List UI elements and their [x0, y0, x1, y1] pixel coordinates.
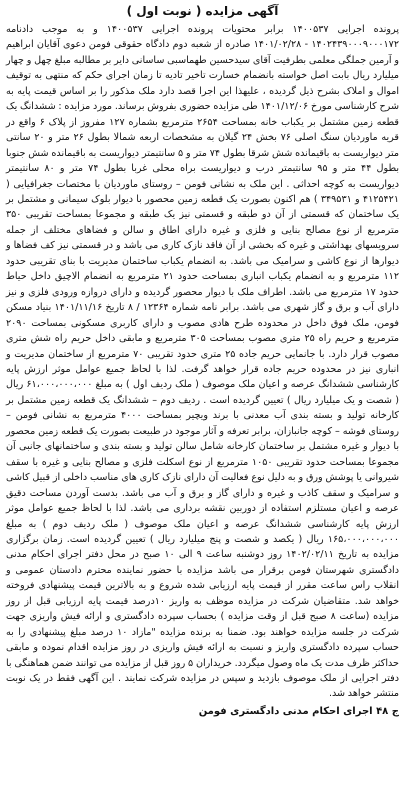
- notice-body: پرونده اجرایی ۱۴۰۰۵۳۷ برابر محتویات پرونده اجرایی ۱۴۰۰۵۳۷ و به موجب دادنامه ۱۴۰۲۴۳۹۰۰۰۹۰۰۰۱۷۲ - ۱۴۰۱/۰۲/۲۸ صادره از شعبه دوم دادگاه حقوقی فومن دعوی آقایان ابراهیم و آرمین جملگی معلمی بطرفیت آقای سیدحسین طهماسبی ساسانی دایر بر مطالبه مبلغ چهل و چهار میلیارد ریال بابت اصل خواسته بانضمام خسارت تاخیر تادیه تا زمان اجرای حکم که منتهی به توقیف اموال و املاک بشرح ذیل گردیده ، علیهذا این اجرا قصد دارد ملک مذکور را بر اساس قیمت پایه به شرح کارشناسی مورخ ۱۴۰۱/۱۲/۰۶ طی مزایده حضوری بفروش برساند. مورد مزایده : ششدانگ یک قطعه زمین مشتمل بر یکباب خانه بمساحت ۲۶۵۴ مترمربع بشماره ۱۲۷ مفروز از پلاک ۶ واقع در قریه ماوردیان سنگ اصلی ۷۶ بخش ۲۴ گیلان به مشخصات اربعه شمالا بطول ۲۶ متر و ۲۰ سانتی متر دیواریست به باقیمانده شش شرقا بطول ۷۴ متر و ۵ سانتیمتر دیواریست به باقیمانده شش جنوبا بطول ۴۴ متر و ۹۵ سانتیمتر درب و دیواریست براه محلی غربا بطول ۷۴ متر و ۸۰ سانتیمتر دیواریست به کوچه احداثی . این ملک به نشانی فومن – روستای ماوردیان با مختصات جغرافیایی ( ۴۱۲۵۴۲۱ و ۳۴۹۵۳۱ ) هم اکنون بصورت یک قطعه زمین محصور با دیوار بلوک سیمانی و مشتمل بر یک ساختمان که قسمتی از آن دو طبقه و قسمتی نیز یک طبقه و مجموعا بمساحت تقریبی ۳۵۰ مترمربع از نوع مصالح بنایی و فلزی و غیره دارای اطاق و سالن و فضاهای مختلف از جمله سرویسهای بهداشتی و غیره که بخشی از آن فاقد نازک کاری می باشد و در قسمتی نیز کف فضاها و دیوارها از نوع کاشی و سرامیک می باشد. به انضمام یکباب ساختمان مدیریت با بنای تقریبی حدود ۱۱۲ مترمربع و به انضمام یکباب انباری بمساحت حدود ۲۱ مترمربع به انضمام الاچیق داخل حیاط حدود ۱۷ مترمربع می باشد. اطراف ملک با دیوار محصور گردیده و دارای دروازه ورودی فلزی و نیز دارای آب و برق و گاز شهری می باشد. برابر نامه شماره ۱۲۳۶۴ / ۸ تاریخ ۱۴۰۱/۱۱/۱۶ بنیاد مسکن فومن، ملک فوق داخل در محدوده طرح هادی مصوب و دارای کاربری مسکونی بمساحت ۲۰۹۰ مترمربع و حریم راه ۲۵ متری مصوب بمساحت ۳۰۵ مترمربع و مابقی داخل حریم راه شش متری مصوب قرار دارد. با جانمایی حریم جاده ۲۵ متری حدود تقریبی ۷۰ مترمربع از ساختمان مدیریت و انباری نیز در محدوده حریم جاده قرار خواهد گرفت. لذا با لحاظ جمیع عوامل موثر ارزش پایه کارشناسی ششدانگ عرصه و اعیان ملک موصوف ( ملک ردیف اول ) به مبلغ ۶۱،۰۰۰،۰۰۰،۰۰۰ ریال ( شصت و یک میلیارد ریال ) تعیین گردیده است . ردیف دوم – ششدانگ یک قطعه زمین مشتمل بر کارخانه تولید و بسته بندی آب معدنی با برند ویچیر بمساحت ۴۰۰۰ مترمربع به نشانی فومن – روستای فوشه – کوچه جانبازان، برابر تعرفه و آثار موجود در طبیعت بصورت یک قطعه زمین محصور با دیوار و غیره مشتمل بر ساختمان کارخانه شامل سالن تولید و بسته بندی و ساختمانهای جانبی آن مجموعا بمساحت حدود تقریبی ۱۰۵۰ مترمربع از نوع اسکلت فلزی و مصالح بنایی و غیره با سقف شیروانی یا پوشش ورق و به دلیل نوع فعالیت آن دارای نازک کاری های مناسب داخلی از قبیل کاشی و سرامیک و سقف کاذب و غیره و دارای گاز و برق و آب می باشد. بدست آوردن مساحت دقیق عرصه و اعیان مستلزم استفاده از دوربین نقشه برداری می باشد. لذا با لحاظ جمیع عوامل موثر ارزش پایه کارشناسی ششدانگ عرصه و اعیان ملک موصوف ( ملک ردیف دوم ) به مبلغ ۱۶۵،۰۰۰،۰۰۰،۰۰۰ ریال ( یکصد و شصت و پنج میلیارد ریال ) تعیین گردیده است. زمان برگزاری مزایده به تاریخ ۱۴۰۲/۰۲/۱۱ روز دوشنبه ساعت ۹ الی ۱۰ صبح در محل دفتر اجرای احکام مدنی دادگستری شهرستان فومن برقرار می باشد مزایده با حضور نماینده محترم دادستان عمومی و انقلاب راس ساعت مقرر از قیمت پایه ارزیابی شده شروع و به بالاترین قیمت پیشنهادی فروخته خواهد شد. متقاضیان شرکت در مزایده موظف به واریز ۱۰درصد قیمت پایه ارزیابی قبل از روز مزایده (ساعت ۸ صبح قبل از وقت مزایده ) بحساب سپرده دادگستری و ارائه فیش واریزی جهت شرکت در جلسه مزایده خواهند بود. ضمنا به برنده مزایده "مازاد ۱۰ درصد مبلغ پیشنهادی را به حساب سپرده دادگستری واریز و نسبت به ارائه فیش واریزی در روز مزایده اقدام نموده و مابقی حداکثر ظرف مدت یک ماه وصول میگردد. خریداران ۵ روز قبل از مزایده می توانند ضمن هماهنگی با دفتر اجرایی از ملک موصوف بازدید و سپس در مزایده شرکت نمایند . این آگهی فقط در یک نوبت منتشر خواهد شد.: [6, 24, 400, 700]
- notice-footer: ج ۴۸ اجرای احکام مدنی دادگستری فومن: [198, 705, 399, 717]
- notice-title: آگهی مزایده ( نوبت اول ): [126, 4, 279, 18]
